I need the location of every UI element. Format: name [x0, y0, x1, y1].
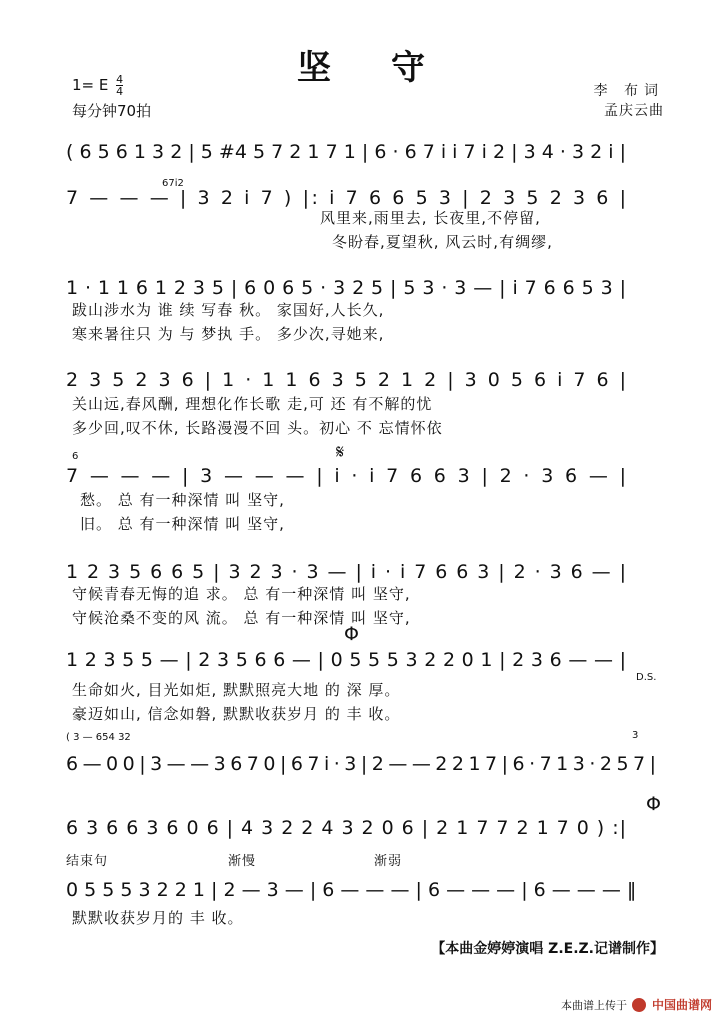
grace-notes: ( 3 — 654 32	[66, 732, 131, 743]
notation-line: 1 2 3 5 6 6 5 | 3 2 3 · 3 — | i · i 7 6 6 3 | 2 · 3 6 — |	[66, 561, 626, 583]
notation-line: 7 — — — | 3 — — — | i · i 7 6 6 3 | 2 · 3 6 — |	[66, 465, 626, 487]
ending-marking: 结束句	[66, 854, 109, 869]
key-label: 1= E	[72, 76, 109, 94]
lyric-verse-1: 风里来,雨里去, 长夜里,不停留,	[320, 209, 541, 227]
notation-line: 1 2 3 5 5 — | 2 3 5 6 6 — | 0 5 5 5 3 2 2 0 1 | 2 3 6 — — |	[66, 649, 626, 671]
site-footer	[561, 996, 712, 1013]
lyric-verse-2: 冬盼春,夏望秋, 风云时,有绸缪,	[332, 233, 553, 251]
footer-prefix: 本曲谱上传于	[560, 999, 627, 1012]
score-system-2	[66, 178, 662, 251]
score-system-8	[66, 728, 662, 776]
ds-marking: D.S.	[636, 672, 657, 683]
lyric-verse-1: 愁。 总 有一种深情 叫 坚守,	[80, 491, 285, 509]
time-signature	[116, 74, 123, 97]
footer-site-name: 中国曲谱网	[651, 998, 712, 1012]
slowing-marking: 渐慢	[228, 854, 257, 869]
performance-credit: 【本曲金婷婷演唱 Z.E.Z.记谱制作】	[431, 941, 664, 957]
notation-line: 6 — 0 0 | 3 — — 3 6 7 0 | 6 7 i · 3 | 2 — — 2 2 1 7 | 6 · 7 1 3 · 2 5 7 |	[66, 753, 656, 775]
time-top: 4	[116, 73, 124, 86]
triplet-mark: 3	[632, 730, 639, 741]
notation-line: 1 · 1 1 6 1 2 3 5 | 6 0 6 5 · 3 2 5 | 5 3 · 3 — | i 7 6 6 5 3 |	[66, 277, 626, 299]
tempo-marking: 每分钟70拍	[72, 102, 152, 120]
grace-notes: 6	[72, 451, 79, 462]
fading-marking: 渐弱	[374, 854, 403, 869]
time-bottom: 4	[116, 85, 124, 98]
score-system-4	[66, 360, 662, 437]
lyric-verse-1: 关山远,春风酬, 理想化作长歌 走,可 还 有不解的忧	[72, 395, 433, 413]
score-system-5	[66, 441, 662, 533]
segno-sign: 𝄋	[336, 441, 345, 463]
lyric-verse-2: 多少回,叹不休, 长路漫漫不回 头。初心 不 忘情怀依	[72, 419, 443, 437]
score-system-10	[66, 850, 662, 927]
notation-line: ( 6 5 6 1 3 2 | 5 #4 5 7 2 1 7 1 | 6 · 6 7 i i 7 i 2 | 3 4 · 3 2 i |	[66, 141, 626, 163]
lyricist-credit: 李 布词	[593, 83, 664, 99]
site-logo-icon	[632, 998, 646, 1012]
score-system-6	[66, 546, 662, 627]
coda-sign: Φ	[344, 623, 359, 645]
lyric-verse-1: 守候青春无悔的追 求。 总 有一种深情 叫 坚守,	[72, 585, 411, 603]
notation-line: 2 3 5 2 3 6 | 1 · 1 1 6 3 5 2 1 2 | 3 0 5 6 i 7 6 |	[66, 369, 627, 391]
notation-line: 6 3 6 6 3 6 0 6 | 4 3 2 2 4 3 2 0 6 | 2 1 7 7 2 1 7 0 ) :|	[66, 817, 626, 839]
composer-credit: 孟庆云曲	[604, 103, 664, 119]
lyric-verse-1: 默默收获岁月的 丰 收。	[72, 909, 244, 927]
score-system-7	[66, 622, 662, 723]
lyric-verse-2: 旧。 总 有一种深情 叫 坚守,	[80, 515, 285, 533]
notation-line: 7 — — — | 3 2 i 7 ) |: i 7 6 6 5 3 | 2 3 5 2 3 6 |	[66, 187, 626, 209]
grace-notes: 67i2	[162, 178, 184, 189]
score-system-1	[66, 130, 662, 178]
song-title: 坚守	[297, 48, 485, 88]
coda-sign: Φ	[646, 793, 661, 815]
lyric-verse-2: 寒来暑往只 为 与 梦执 手。 多少次,寻她来,	[72, 325, 385, 343]
key-signature	[72, 74, 123, 97]
lyric-verse-1: 生命如火, 目光如炬, 默默照亮大地 的 深 厚。	[72, 681, 401, 699]
score-system-9	[66, 792, 662, 840]
notation-line: 0 5 5 5 3 2 2 1 | 2 — 3 — | 6 — — — | 6 — — — | 6 — — — ‖	[66, 879, 637, 901]
lyric-verse-2: 守候沧桑不变的风 流。 总 有一种深情 叫 坚守,	[72, 609, 411, 627]
lyric-verse-2: 豪迈如山, 信念如磐, 默默收获岁月 的 丰 收。	[72, 705, 401, 723]
score-system-3	[66, 268, 662, 343]
lyric-verse-1: 跋山涉水为 谁 续 写春 秋。 家国好,人长久,	[72, 301, 385, 319]
